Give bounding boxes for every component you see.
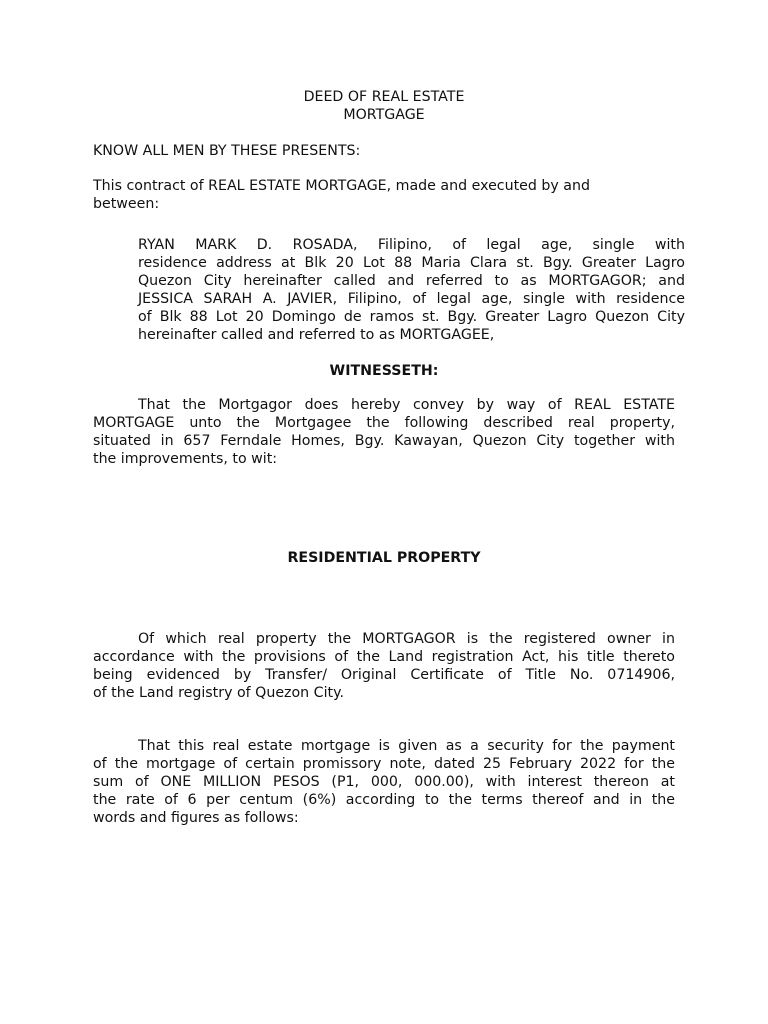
ownership-line-4: of the Land registry of Quezon City. xyxy=(93,685,344,701)
security-line-4: the rate of 6 per centum (6%) according to the terms thereof and in the xyxy=(93,792,675,808)
parties-line-3: Quezon City hereinafter called and referred to as MORTGAGOR; and xyxy=(138,273,685,289)
intro-line-2: between: xyxy=(93,196,160,212)
parties-line-2: residence address at Blk 20 Lot 88 Maria Clara st. Bgy. Greater Lagro xyxy=(138,255,685,271)
parties-line-6: hereinafter called and referred to as MORTGAGEE, xyxy=(138,327,495,343)
title-line-1: DEED OF REAL ESTATE xyxy=(303,89,465,105)
witnesseth-heading: WITNESSETH: xyxy=(329,363,439,379)
title-line-2: MORTGAGE xyxy=(343,107,425,123)
opening-clause: KNOW ALL MEN BY THESE PRESENTS: xyxy=(93,143,361,159)
security-line-5: words and figures as follows: xyxy=(93,810,299,826)
security-line-2: of the mortgage of certain promissory note, dated 25 February 2022 for the xyxy=(93,756,675,772)
parties-line-1: RYAN MARK D. ROSADA, Filipino, of legal age, single with xyxy=(138,237,685,253)
conveyance-line-2: MORTGAGE unto the Mortgagee the following described real property, xyxy=(93,415,675,431)
conveyance-line-3: situated in 657 Ferndale Homes, Bgy. Kawayan, Quezon City together with xyxy=(93,433,675,449)
property-heading: RESIDENTIAL PROPERTY xyxy=(287,550,481,566)
ownership-line-1: Of which real property the MORTGAGOR is the registered owner in xyxy=(138,631,675,647)
intro-line-1: This contract of REAL ESTATE MORTGAGE, made and executed by and xyxy=(93,178,590,194)
conveyance-line-4: the improvements, to wit: xyxy=(93,451,278,467)
security-line-1: That this real estate mortgage is given as a security for the payment xyxy=(138,738,675,754)
ownership-line-2: accordance with the provisions of the Land registration Act, his title thereto xyxy=(93,649,675,665)
parties-line-4: JESSICA SARAH A. JAVIER, Filipino, of legal age, single with residence xyxy=(138,291,685,307)
ownership-line-3: being evidenced by Transfer/ Original Certificate of Title No. 0714906, xyxy=(93,667,675,683)
security-line-3: sum of ONE MILLION PESOS (P1, 000, 000.00), with interest thereon at xyxy=(93,774,675,790)
conveyance-line-1: That the Mortgagor does hereby convey by way of REAL ESTATE xyxy=(138,397,675,413)
parties-line-5: of Blk 88 Lot 20 Domingo de ramos st. Bgy. Greater Lagro Quezon City xyxy=(138,309,685,325)
